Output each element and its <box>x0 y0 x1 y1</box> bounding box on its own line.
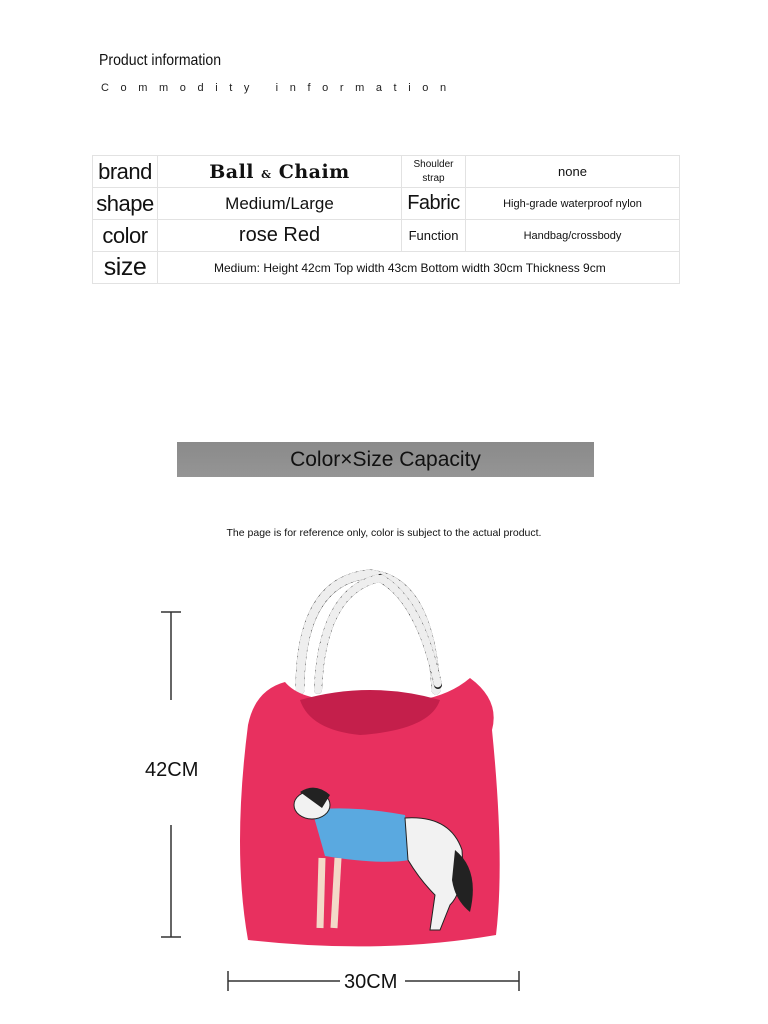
color-label: color <box>93 220 158 252</box>
size-label: size <box>93 252 158 284</box>
brand-logo: Ball & Chaim <box>158 156 402 188</box>
shoulder-strap-label: Shoulder strap <box>402 156 466 188</box>
brand-label: brand <box>93 156 158 188</box>
product-info-table <box>92 155 680 284</box>
function-label: Function <box>402 220 466 252</box>
product-image <box>0 560 768 1024</box>
width-label: 30CM <box>344 971 398 993</box>
height-label: 42CM <box>145 759 199 781</box>
shape-label: shape <box>93 188 158 220</box>
section-banner <box>177 442 594 477</box>
table-row <box>93 156 680 188</box>
table-row <box>93 252 680 284</box>
reference-note: The page is for reference only, color is subject to the actual product. <box>226 527 542 539</box>
page-title: Product information <box>99 52 222 69</box>
shape-value: Medium/Large <box>158 188 402 220</box>
size-value: Medium: Height 42cm Top width 43cm Bottom width 30cm Thickness 9cm <box>158 252 680 284</box>
page-subtitle: Commodity information <box>101 82 458 94</box>
function-value: Handbag/crossbody <box>466 220 680 252</box>
fabric-label: Fabric <box>402 188 466 220</box>
bag-handles <box>300 574 438 690</box>
table-row <box>93 188 680 220</box>
color-value: rose Red <box>158 220 402 252</box>
shoulder-strap-value: none <box>466 156 680 188</box>
fabric-value: High-grade waterproof nylon <box>466 188 680 220</box>
table-row <box>93 220 680 252</box>
banner-title: Color×Size Capacity <box>290 447 481 471</box>
